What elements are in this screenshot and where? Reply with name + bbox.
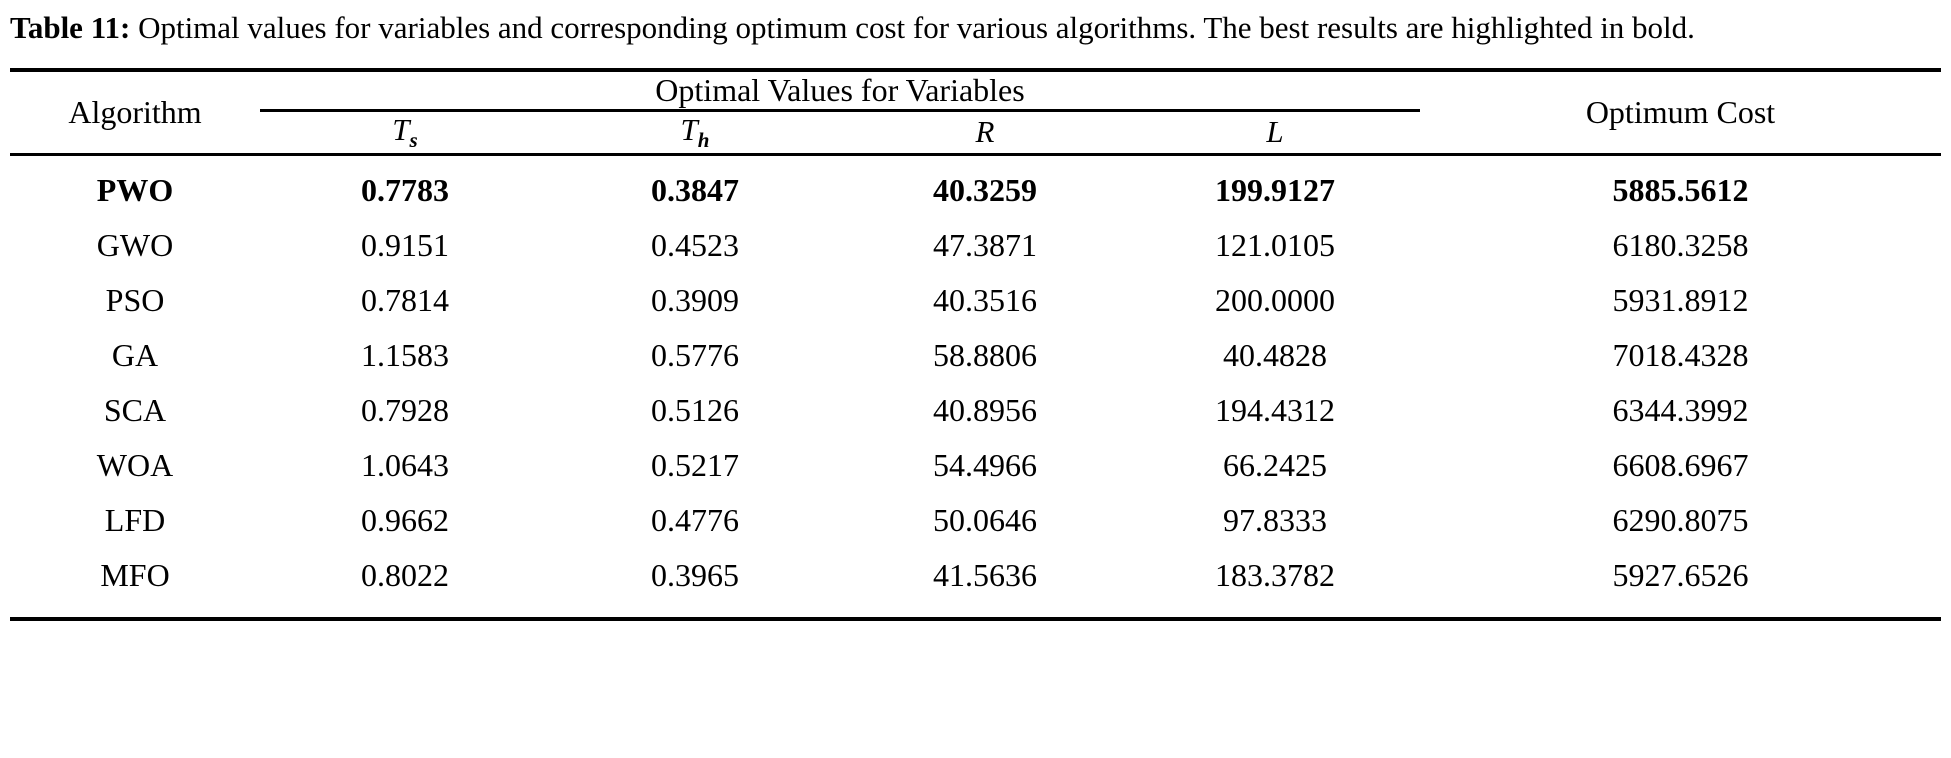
cell-cost: 5927.6526	[1612, 556, 1749, 593]
cell-ts: 0.7783	[361, 171, 449, 208]
cell-th: 0.3965	[651, 556, 739, 593]
cell-ts: 1.1583	[361, 336, 449, 373]
cell-th: 0.5126	[651, 391, 739, 428]
cell-l: 194.4312	[1215, 391, 1335, 428]
cell-cost: 5931.8912	[1612, 281, 1749, 318]
table-row	[10, 156, 1941, 218]
cell-algorithm: PWO	[96, 171, 174, 208]
cell-ts: 0.7928	[361, 391, 449, 428]
header-group-row	[10, 72, 1941, 111]
cell-algorithm: LFD	[104, 501, 166, 538]
cell-algorithm: GA	[111, 336, 159, 373]
caption-label: Table 11:	[10, 10, 131, 45]
cell-algorithm: MFO	[100, 556, 170, 593]
col-header-ts: $T_s$	[392, 111, 418, 152]
table-caption	[10, 8, 1941, 48]
cell-r: 47.3871	[933, 226, 1037, 263]
cell-ts: 0.9662	[361, 501, 449, 538]
col-header-optimum-cost: Optimum Cost	[1585, 93, 1776, 130]
cell-l: 183.3782	[1215, 556, 1335, 593]
cell-l: 97.8333	[1223, 501, 1327, 538]
cell-r: 54.4966	[933, 446, 1037, 483]
table-body	[10, 156, 1941, 603]
table-row	[10, 328, 1941, 383]
cell-cost: 5885.5612	[1612, 171, 1749, 208]
cell-cost: 6344.3992	[1612, 391, 1749, 428]
cell-cost: 6290.8075	[1612, 501, 1749, 538]
col-header-algorithm: Algorithm	[68, 93, 202, 130]
cell-algorithm: PSO	[105, 281, 165, 318]
table-row	[10, 548, 1941, 603]
cell-ts: 1.0643	[361, 446, 449, 483]
cell-l: 199.9127	[1215, 171, 1335, 208]
col-header-th: $T_h$	[680, 111, 710, 152]
cell-algorithm: GWO	[96, 226, 174, 263]
cell-r: 50.0646	[933, 501, 1037, 538]
cell-cost: 7018.4328	[1612, 336, 1749, 373]
cell-cost: 6180.3258	[1612, 226, 1749, 263]
table-row	[10, 218, 1941, 273]
col-header-group: Optimal Values for Variables	[655, 71, 1025, 108]
cell-l: 121.0105	[1215, 226, 1335, 263]
cell-algorithm: WOA	[96, 446, 174, 483]
cell-l: 40.4828	[1223, 336, 1327, 373]
cell-r: 58.8806	[933, 336, 1037, 373]
cell-ts: 0.8022	[361, 556, 449, 593]
rule-bottom	[10, 619, 1941, 621]
bottom-spacer	[10, 603, 1941, 619]
table-row	[10, 493, 1941, 548]
table-row	[10, 438, 1941, 493]
col-header-l: L	[1266, 114, 1284, 150]
cell-th: 0.4776	[651, 501, 739, 538]
caption-text: Optimal values for variables and corresponding optimum cost for various algorithms. The best results are highlighted in bold.	[130, 10, 1695, 45]
cell-th: 0.5776	[651, 336, 739, 373]
cell-th: 0.4523	[651, 226, 739, 263]
cell-th: 0.5217	[651, 446, 739, 483]
cell-cost: 6608.6967	[1612, 446, 1749, 483]
cell-ts: 0.9151	[361, 226, 449, 263]
cell-l: 66.2425	[1223, 446, 1327, 483]
table-row	[10, 383, 1941, 438]
cell-ts: 0.7814	[361, 281, 449, 318]
cell-r: 41.5636	[933, 556, 1037, 593]
cell-r: 40.8956	[933, 391, 1037, 428]
cell-th: 0.3847	[651, 171, 739, 208]
results-table	[10, 68, 1941, 621]
cell-r: 40.3516	[933, 281, 1037, 318]
cell-r: 40.3259	[933, 171, 1037, 208]
cell-l: 200.0000	[1215, 281, 1335, 318]
col-header-r: R	[975, 114, 995, 150]
cell-algorithm: SCA	[103, 391, 167, 428]
cell-th: 0.3909	[651, 281, 739, 318]
table-row	[10, 273, 1941, 328]
